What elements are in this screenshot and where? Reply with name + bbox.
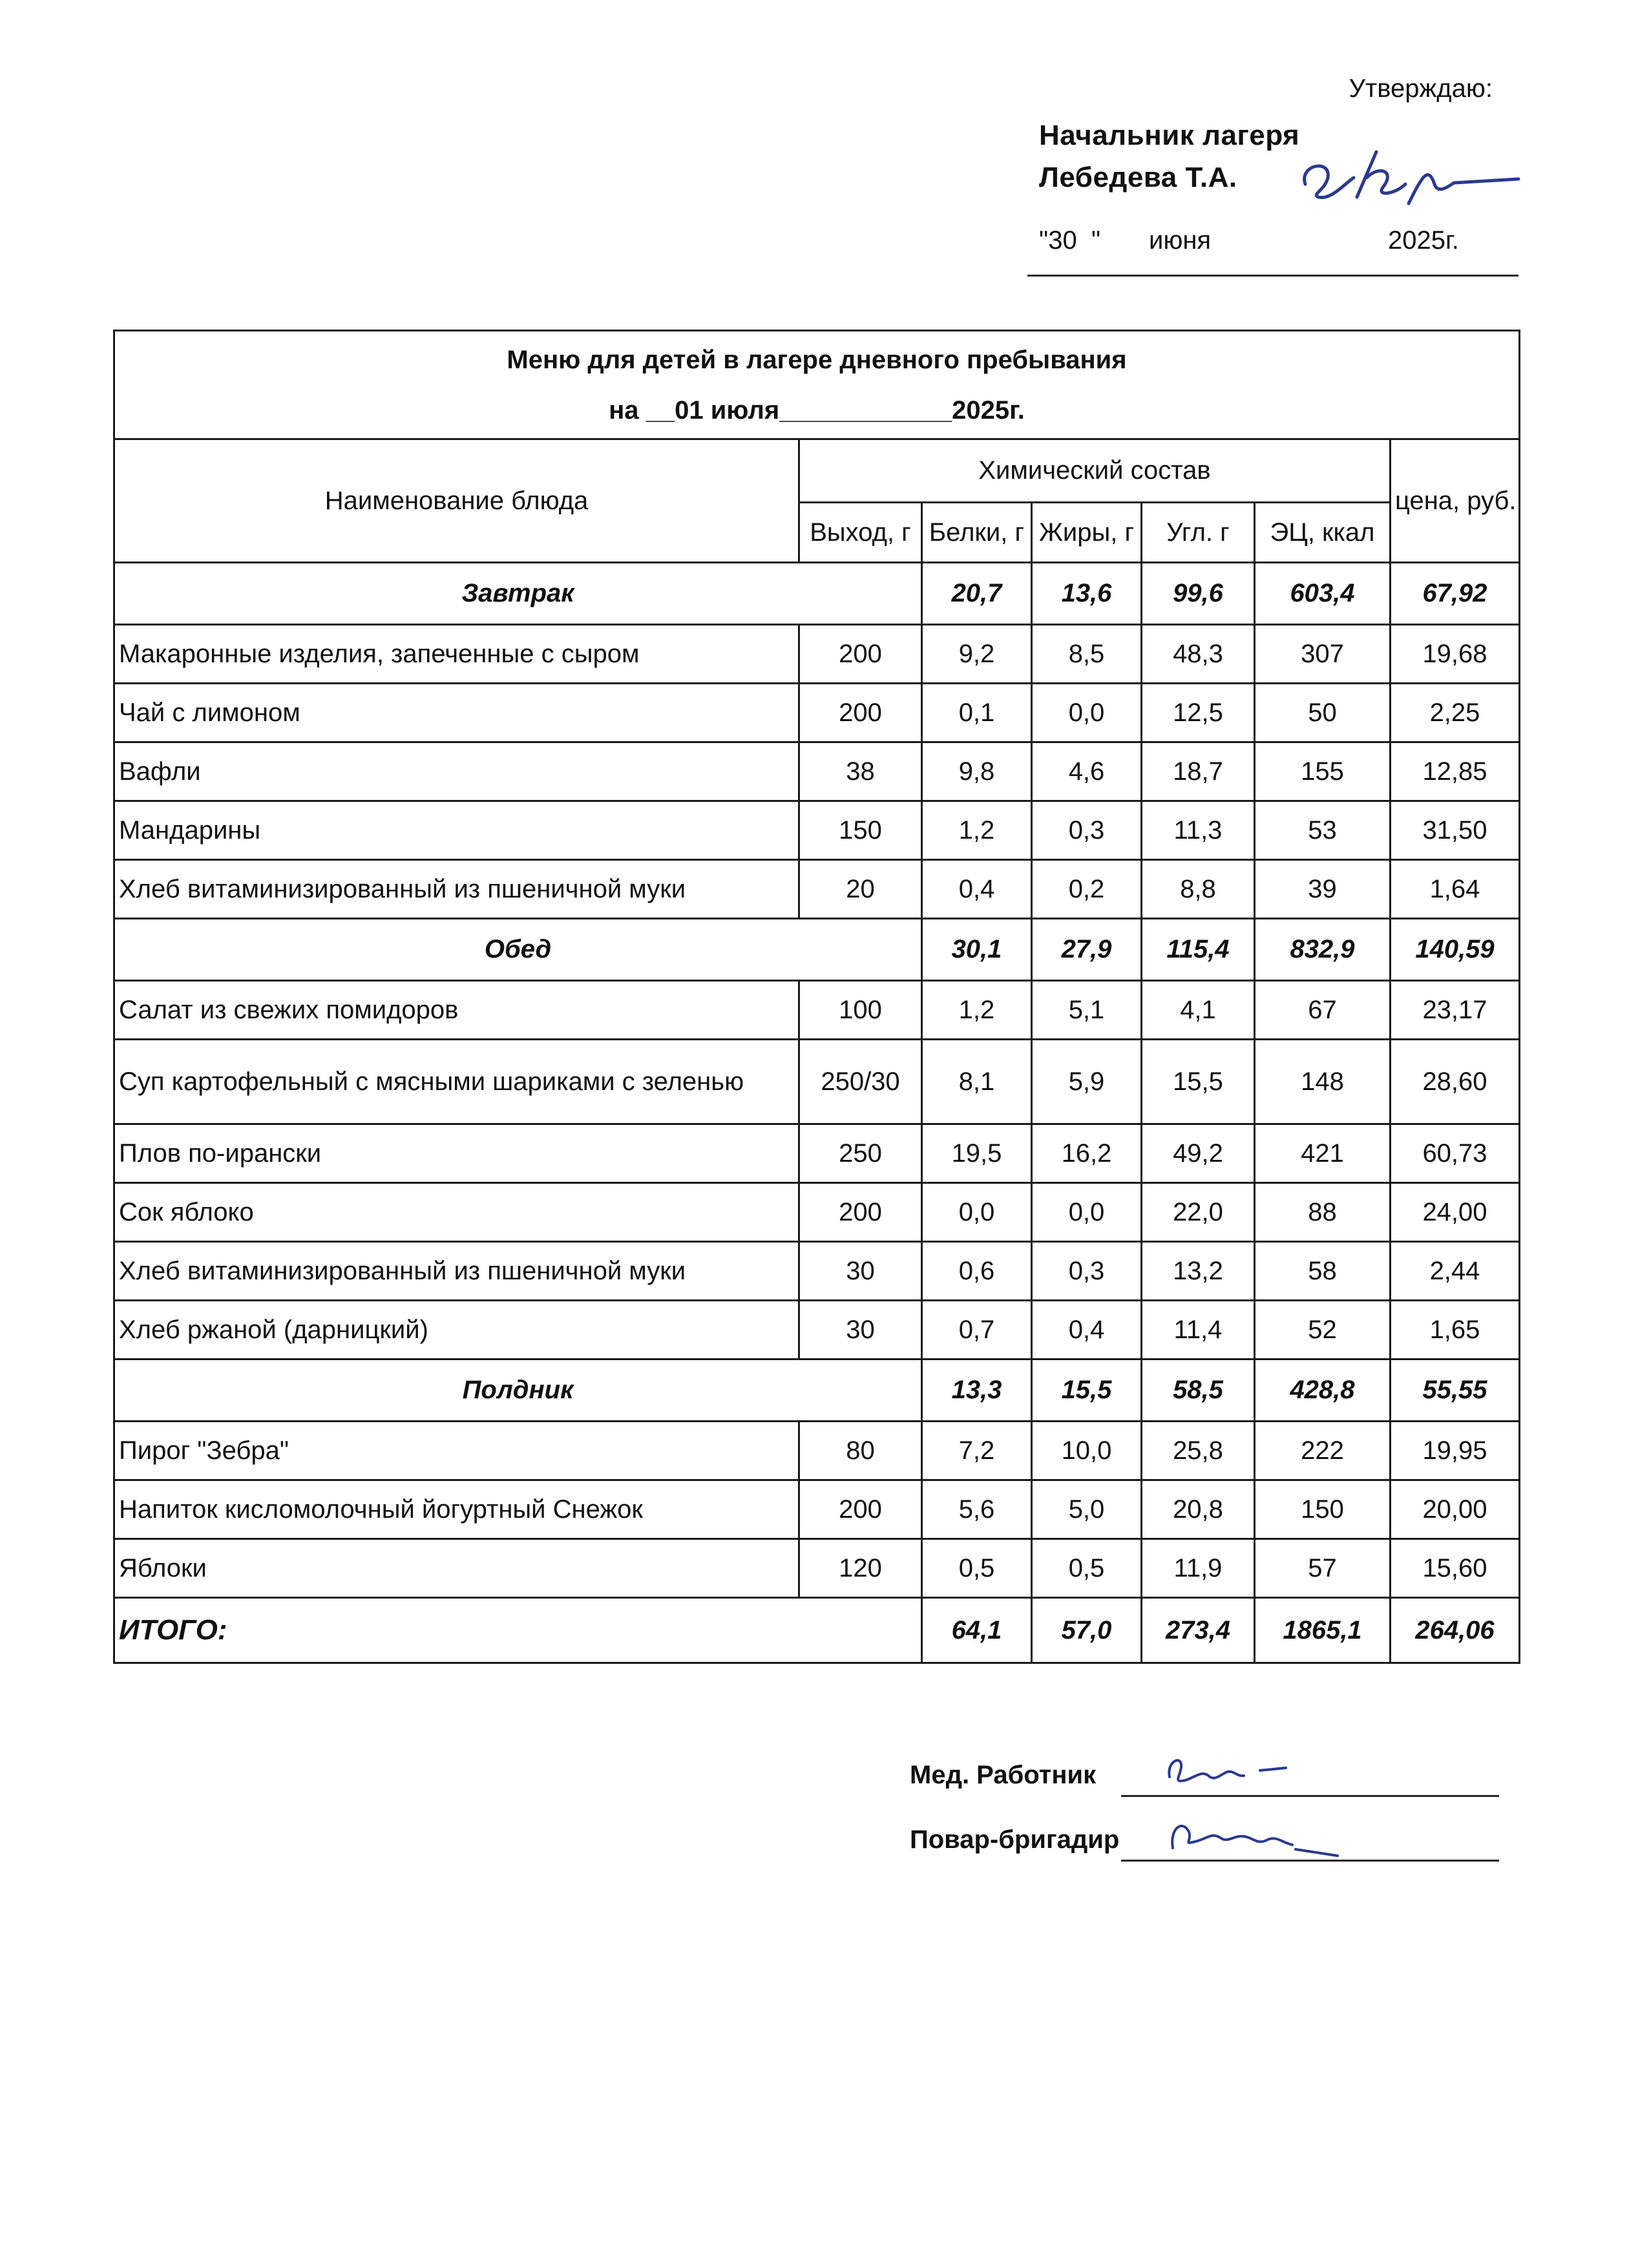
dish-price: 15,60 <box>1391 1539 1520 1598</box>
section-energy: 428,8 <box>1255 1360 1391 1422</box>
dish-fat: 0,3 <box>1032 1242 1142 1301</box>
dish-yield: 200 <box>799 1183 922 1242</box>
cook-signature <box>1163 1809 1344 1867</box>
total-price: 264,06 <box>1391 1598 1520 1663</box>
section-row <box>114 1360 1520 1422</box>
section-carbs: 99,6 <box>1142 563 1255 625</box>
menu-title-line2: на __01 июля____________2025г. <box>609 395 1025 425</box>
dish-fat: 0,2 <box>1032 860 1142 919</box>
section-fat: 15,5 <box>1032 1360 1142 1422</box>
header-row-1 <box>114 439 1520 503</box>
dish-name: Плов по-ирански <box>114 1124 799 1183</box>
dish-protein: 1,2 <box>922 801 1032 860</box>
section-fat: 27,9 <box>1032 919 1142 981</box>
dish-price: 1,65 <box>1391 1301 1520 1360</box>
dish-yield: 200 <box>799 625 922 684</box>
section-carbs: 115,4 <box>1142 919 1255 981</box>
med-worker-label: Мед. Работник <box>910 1761 1097 1789</box>
dish-name: Сок яблоко <box>114 1183 799 1242</box>
dish-fat: 5,0 <box>1032 1480 1142 1539</box>
dish-protein: 0,7 <box>922 1301 1032 1360</box>
dish-fat: 0,4 <box>1032 1301 1142 1360</box>
dish-row <box>114 981 1520 1040</box>
dish-name: Салат из свежих помидоров <box>114 981 799 1040</box>
dish-row <box>114 1242 1520 1301</box>
dish-carbs: 15,5 <box>1142 1040 1255 1124</box>
dish-row <box>114 1422 1520 1480</box>
header-chem: Химический состав <box>799 439 1391 503</box>
dish-energy: 421 <box>1255 1124 1391 1183</box>
dish-carbs: 4,1 <box>1142 981 1255 1040</box>
dish-energy: 39 <box>1255 860 1391 919</box>
dish-price: 23,17 <box>1391 981 1520 1040</box>
dish-fat: 16,2 <box>1032 1124 1142 1183</box>
dish-name: Суп картофельный с мясными шариками с зеленью <box>114 1040 799 1124</box>
approval-date-day: "30 " <box>1039 226 1101 255</box>
dish-yield: 200 <box>799 1480 922 1539</box>
dish-price: 1,64 <box>1391 860 1520 919</box>
dish-price: 19,95 <box>1391 1422 1520 1480</box>
dish-energy: 88 <box>1255 1183 1391 1242</box>
dish-price: 24,00 <box>1391 1183 1520 1242</box>
dish-row <box>114 742 1520 801</box>
dish-row <box>114 684 1520 742</box>
approval-position: Начальник лагеря <box>1039 120 1300 151</box>
dish-protein: 7,2 <box>922 1422 1032 1480</box>
section-protein: 20,7 <box>922 563 1032 625</box>
menu-title-row <box>114 331 1520 439</box>
header-yield: Выход, г <box>799 503 922 563</box>
dish-carbs: 11,9 <box>1142 1539 1255 1598</box>
header-energy: ЭЦ, ккал <box>1255 503 1391 563</box>
dish-fat: 10,0 <box>1032 1422 1142 1480</box>
dish-row <box>114 860 1520 919</box>
approval-date-year: 2025г. <box>1388 226 1459 255</box>
total-protein: 64,1 <box>922 1598 1032 1663</box>
dish-fat: 8,5 <box>1032 625 1142 684</box>
med-worker-signature <box>1157 1745 1299 1796</box>
dish-carbs: 18,7 <box>1142 742 1255 801</box>
dish-name: Макаронные изделия, запеченные с сыром <box>114 625 799 684</box>
dish-yield: 150 <box>799 801 922 860</box>
dish-yield: 120 <box>799 1539 922 1598</box>
dish-carbs: 22,0 <box>1142 1183 1255 1242</box>
dish-protein: 9,8 <box>922 742 1032 801</box>
dish-fat: 5,9 <box>1032 1040 1142 1124</box>
dish-price: 20,00 <box>1391 1480 1520 1539</box>
dish-energy: 50 <box>1255 684 1391 742</box>
section-label: Завтрак <box>114 563 922 625</box>
section-energy: 603,4 <box>1255 563 1391 625</box>
section-protein: 30,1 <box>922 919 1032 981</box>
header-fat: Жиры, г <box>1032 503 1142 563</box>
menu-table <box>113 330 1520 1664</box>
dish-carbs: 11,3 <box>1142 801 1255 860</box>
dish-fat: 0,0 <box>1032 684 1142 742</box>
menu-title-line1: Меню для детей в лагере дневного пребывания <box>507 345 1127 374</box>
dish-row <box>114 625 1520 684</box>
dish-name: Мандарины <box>114 801 799 860</box>
dish-protein: 0,0 <box>922 1183 1032 1242</box>
dish-protein: 8,1 <box>922 1040 1032 1124</box>
dish-price: 60,73 <box>1391 1124 1520 1183</box>
section-row <box>114 563 1520 625</box>
dish-yield: 30 <box>799 1301 922 1360</box>
section-energy: 832,9 <box>1255 919 1391 981</box>
header-carbs: Угл. г <box>1142 503 1255 563</box>
total-label: ИТОГО: <box>114 1598 922 1663</box>
dish-fat: 4,6 <box>1032 742 1142 801</box>
dish-energy: 53 <box>1255 801 1391 860</box>
section-carbs: 58,5 <box>1142 1360 1255 1422</box>
dish-protein: 0,6 <box>922 1242 1032 1301</box>
approval-title: Утверждаю: <box>1349 74 1493 103</box>
dish-protein: 19,5 <box>922 1124 1032 1183</box>
header-price: цена, руб. <box>1391 439 1520 563</box>
approval-block <box>1027 61 1531 281</box>
dish-name: Вафли <box>114 742 799 801</box>
dish-energy: 148 <box>1255 1040 1391 1124</box>
dish-carbs: 48,3 <box>1142 625 1255 684</box>
section-protein: 13,3 <box>922 1360 1032 1422</box>
section-price: 67,92 <box>1391 563 1520 625</box>
dish-yield: 250/30 <box>799 1040 922 1124</box>
section-label: Обед <box>114 919 922 981</box>
approval-date-underline <box>1027 275 1518 277</box>
dish-price: 2,44 <box>1391 1242 1520 1301</box>
dish-row <box>114 801 1520 860</box>
total-fat: 57,0 <box>1032 1598 1142 1663</box>
dish-price: 31,50 <box>1391 801 1520 860</box>
dish-carbs: 8,8 <box>1142 860 1255 919</box>
section-row <box>114 919 1520 981</box>
dish-energy: 222 <box>1255 1422 1391 1480</box>
header-protein: Белки, г <box>922 503 1032 563</box>
dish-row <box>114 1539 1520 1598</box>
total-energy: 1865,1 <box>1255 1598 1391 1663</box>
dish-fat: 0,3 <box>1032 801 1142 860</box>
dish-yield: 38 <box>799 742 922 801</box>
cook-label: Повар-бригадир <box>910 1825 1120 1854</box>
dish-price: 2,25 <box>1391 684 1520 742</box>
dish-name: Яблоки <box>114 1539 799 1598</box>
dish-protein: 1,2 <box>922 981 1032 1040</box>
dish-energy: 52 <box>1255 1301 1391 1360</box>
dish-name: Чай с лимоном <box>114 684 799 742</box>
dish-protein: 9,2 <box>922 625 1032 684</box>
dish-energy: 155 <box>1255 742 1391 801</box>
dish-name: Напиток кисломолочный йогуртный Снежок <box>114 1480 799 1539</box>
approval-name: Лебедева Т.А. <box>1039 162 1237 193</box>
total-carbs: 273,4 <box>1142 1598 1255 1663</box>
dish-yield: 200 <box>799 684 922 742</box>
dish-yield: 20 <box>799 860 922 919</box>
dish-name: Пирог "Зебра" <box>114 1422 799 1480</box>
section-price: 55,55 <box>1391 1360 1520 1422</box>
dish-row <box>114 1480 1520 1539</box>
section-price: 140,59 <box>1391 919 1520 981</box>
dish-energy: 57 <box>1255 1539 1391 1598</box>
total-row <box>114 1598 1520 1663</box>
dish-row <box>114 1040 1520 1124</box>
dish-carbs: 49,2 <box>1142 1124 1255 1183</box>
dish-name: Хлеб ржаной (дарницкий) <box>114 1301 799 1360</box>
dish-energy: 150 <box>1255 1480 1391 1539</box>
dish-protein: 0,5 <box>922 1539 1032 1598</box>
section-label: Полдник <box>114 1360 922 1422</box>
section-fat: 13,6 <box>1032 563 1142 625</box>
dish-energy: 58 <box>1255 1242 1391 1301</box>
header-dish: Наименование блюда <box>114 439 799 563</box>
approval-date-month: июня <box>1149 226 1212 255</box>
dish-name: Хлеб витаминизированный из пшеничной муки <box>114 1242 799 1301</box>
dish-carbs: 25,8 <box>1142 1422 1255 1480</box>
dish-fat: 5,1 <box>1032 981 1142 1040</box>
dish-row <box>114 1183 1520 1242</box>
director-signature <box>1292 139 1525 216</box>
menu-title <box>114 331 1520 439</box>
dish-energy: 307 <box>1255 625 1391 684</box>
dish-row <box>114 1301 1520 1360</box>
dish-energy: 67 <box>1255 981 1391 1040</box>
dish-carbs: 12,5 <box>1142 684 1255 742</box>
dish-protein: 0,1 <box>922 684 1032 742</box>
dish-price: 12,85 <box>1391 742 1520 801</box>
dish-name: Хлеб витаминизированный из пшеничной муки <box>114 860 799 919</box>
dish-carbs: 11,4 <box>1142 1301 1255 1360</box>
dish-row <box>114 1124 1520 1183</box>
dish-fat: 0,5 <box>1032 1539 1142 1598</box>
dish-fat: 0,0 <box>1032 1183 1142 1242</box>
dish-carbs: 13,2 <box>1142 1242 1255 1301</box>
dish-yield: 30 <box>799 1242 922 1301</box>
dish-protein: 0,4 <box>922 860 1032 919</box>
dish-price: 28,60 <box>1391 1040 1520 1124</box>
dish-carbs: 20,8 <box>1142 1480 1255 1539</box>
dish-yield: 80 <box>799 1422 922 1480</box>
dish-protein: 5,6 <box>922 1480 1032 1539</box>
dish-price: 19,68 <box>1391 625 1520 684</box>
dish-yield: 250 <box>799 1124 922 1183</box>
dish-yield: 100 <box>799 981 922 1040</box>
